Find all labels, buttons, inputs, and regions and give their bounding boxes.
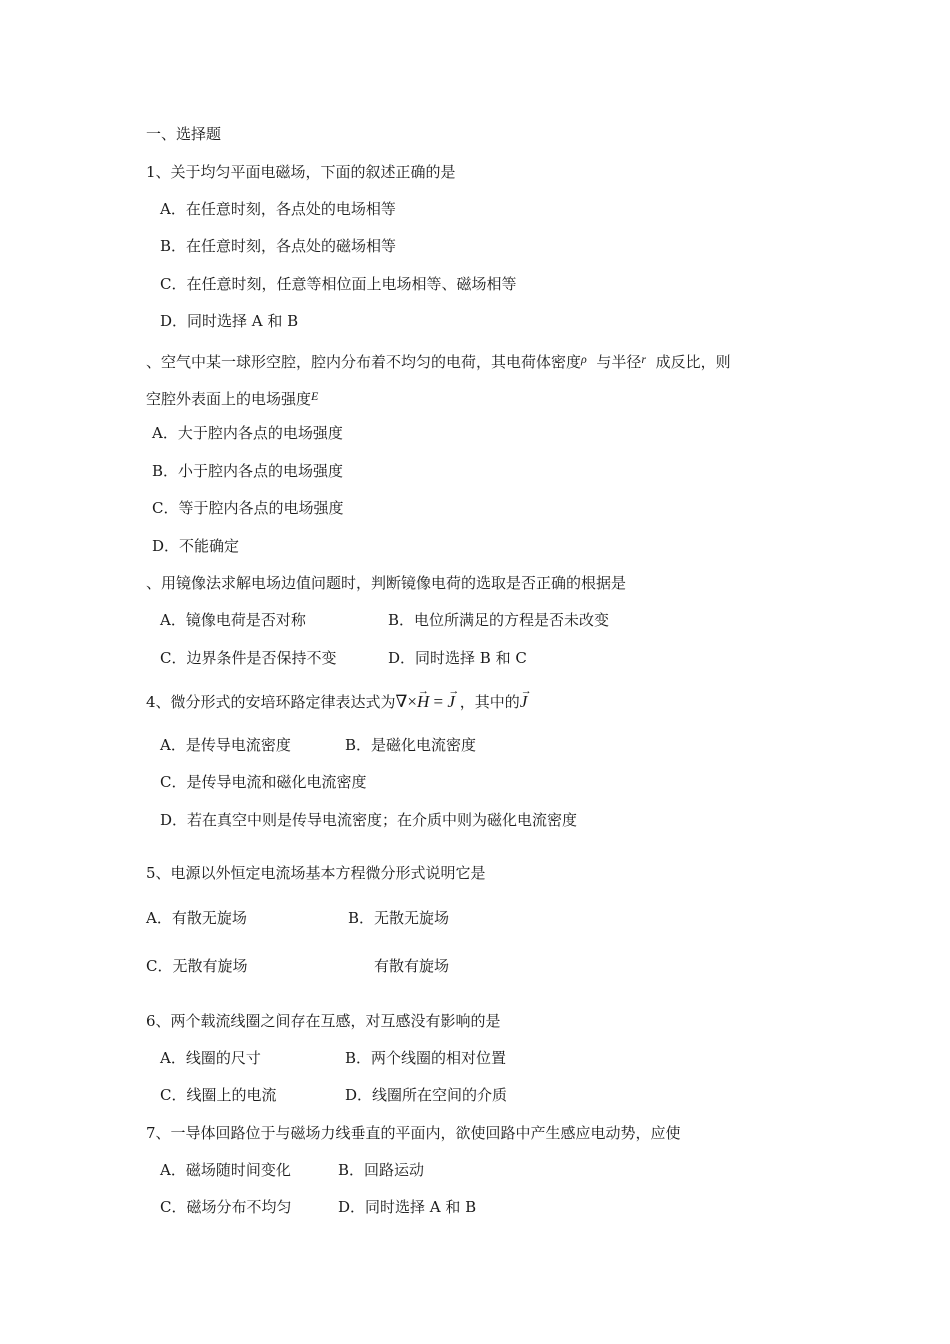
section-title: 一、选择题 (146, 125, 222, 143)
q4-option-b: B．是磁化电流密度 (345, 736, 477, 754)
q7-stem: 7、一导体回路位于与磁场力线垂直的平面内，欲使回路中产生感应电动势，应使 (146, 1124, 681, 1142)
equals-glyph: = (433, 692, 444, 711)
equals-sign (429, 692, 447, 711)
q5-option-d: 有散有旋场 (374, 957, 450, 975)
q2-option-b: B．小于腔内各点的电场强度 (152, 462, 344, 480)
q2-stem-part1: 、空气中某一球形空腔，腔内分布着不均匀的电荷，其电荷体密度 (146, 353, 582, 371)
q7-option-a: A．磁场随时间变化 (160, 1161, 291, 1179)
q3-option-d: D．同时选择 B 和 C (388, 649, 527, 667)
q2-option-c: C．等于腔内各点的电场强度 (152, 499, 344, 517)
q3-option-b: B．电位所满足的方程是否未改变 (388, 611, 610, 629)
q7-option-d: D．同时选择 A 和 B (338, 1198, 477, 1216)
r-symbol: r (641, 352, 647, 366)
q2-stem-line1 (146, 349, 731, 372)
q1-option-a: A．在任意时刻，各点处的电场相等 (160, 200, 396, 218)
q6-option-a: A．线圈的尺寸 (160, 1049, 261, 1067)
q4-stem (146, 692, 527, 712)
h-vector: → H (417, 692, 429, 712)
q4-option-a: A．是传导电流密度 (160, 736, 291, 754)
q1-option-c: C．在任意时刻，任意等相位面上电场相等、磁场相等 (160, 275, 517, 293)
q7-option-b: B．回路运动 (338, 1161, 425, 1179)
q7-option-c: C．磁场分布不均匀 (160, 1198, 292, 1216)
q6-stem: 6、两个载流线圈之间存在互感，对互感没有影响的是 (146, 1012, 501, 1030)
e-symbol: E (311, 389, 319, 403)
q1-stem: 1、关于均匀平面电磁场，下面的叙述正确的是 (146, 163, 456, 181)
q4-stem-part1: 4、微分形式的安培环路定律表达式为 (146, 693, 396, 711)
q2-stem-part3: 成反比，则 (655, 353, 731, 371)
q5-option-a-letter: A． (146, 909, 172, 927)
q4-stem-part2: ，其中的 (459, 693, 520, 711)
q5-option-a (146, 908, 247, 928)
q5-option-c-text: 无散有旋场 (172, 957, 248, 975)
q5-option-a-text: 有散无旋场 (171, 909, 247, 927)
q6-option-c: C．线圈上的电流 (160, 1086, 277, 1104)
q3-option-c: C．边界条件是否保持不变 (160, 649, 337, 667)
q5-option-b-letter: B． (348, 909, 375, 927)
q5-option-b (348, 908, 449, 928)
rho-symbol: ρ (581, 352, 587, 366)
j-vector: → J (447, 692, 455, 712)
q1-option-d: D．同时选择 A 和 B (160, 312, 299, 330)
q2-option-a: A．大于腔内各点的电场强度 (152, 424, 343, 442)
q6-option-b: B．两个线圈的相对位置 (345, 1049, 507, 1067)
q4-option-c: C．是传导电流和磁化电流密度 (160, 773, 367, 791)
q4-option-d: D．若在真空中则是传导电流密度；在介质中则为磁化电流密度 (160, 811, 578, 829)
q2-stem-line2 (146, 386, 318, 409)
q5-option-b-text: 无散无旋场 (374, 909, 450, 927)
q5-option-c-letter: C． (146, 957, 173, 975)
q3-stem: 、用镜像法求解电场边值问题时，判断镜像电荷的选取是否正确的根据是 (146, 574, 627, 592)
q2-stem-part2: 与半径 (596, 353, 642, 371)
q2-option-d: D．不能确定 (152, 537, 240, 555)
q2-stem-line2-text: 空腔外表面上的电场强度 (146, 390, 312, 408)
j-vector-ref: → J (520, 692, 528, 712)
q3-option-a: A．镜像电荷是否对称 (160, 611, 306, 629)
curl-operator: ∇× (395, 692, 418, 711)
q5-stem: 5、电源以外恒定电流场基本方程微分形式说明它是 (146, 864, 486, 882)
q1-option-b: B．在任意时刻，各点处的磁场相等 (160, 237, 397, 255)
q5-option-c (146, 956, 248, 976)
q6-option-d: D．线圈所在空间的介质 (345, 1086, 508, 1104)
